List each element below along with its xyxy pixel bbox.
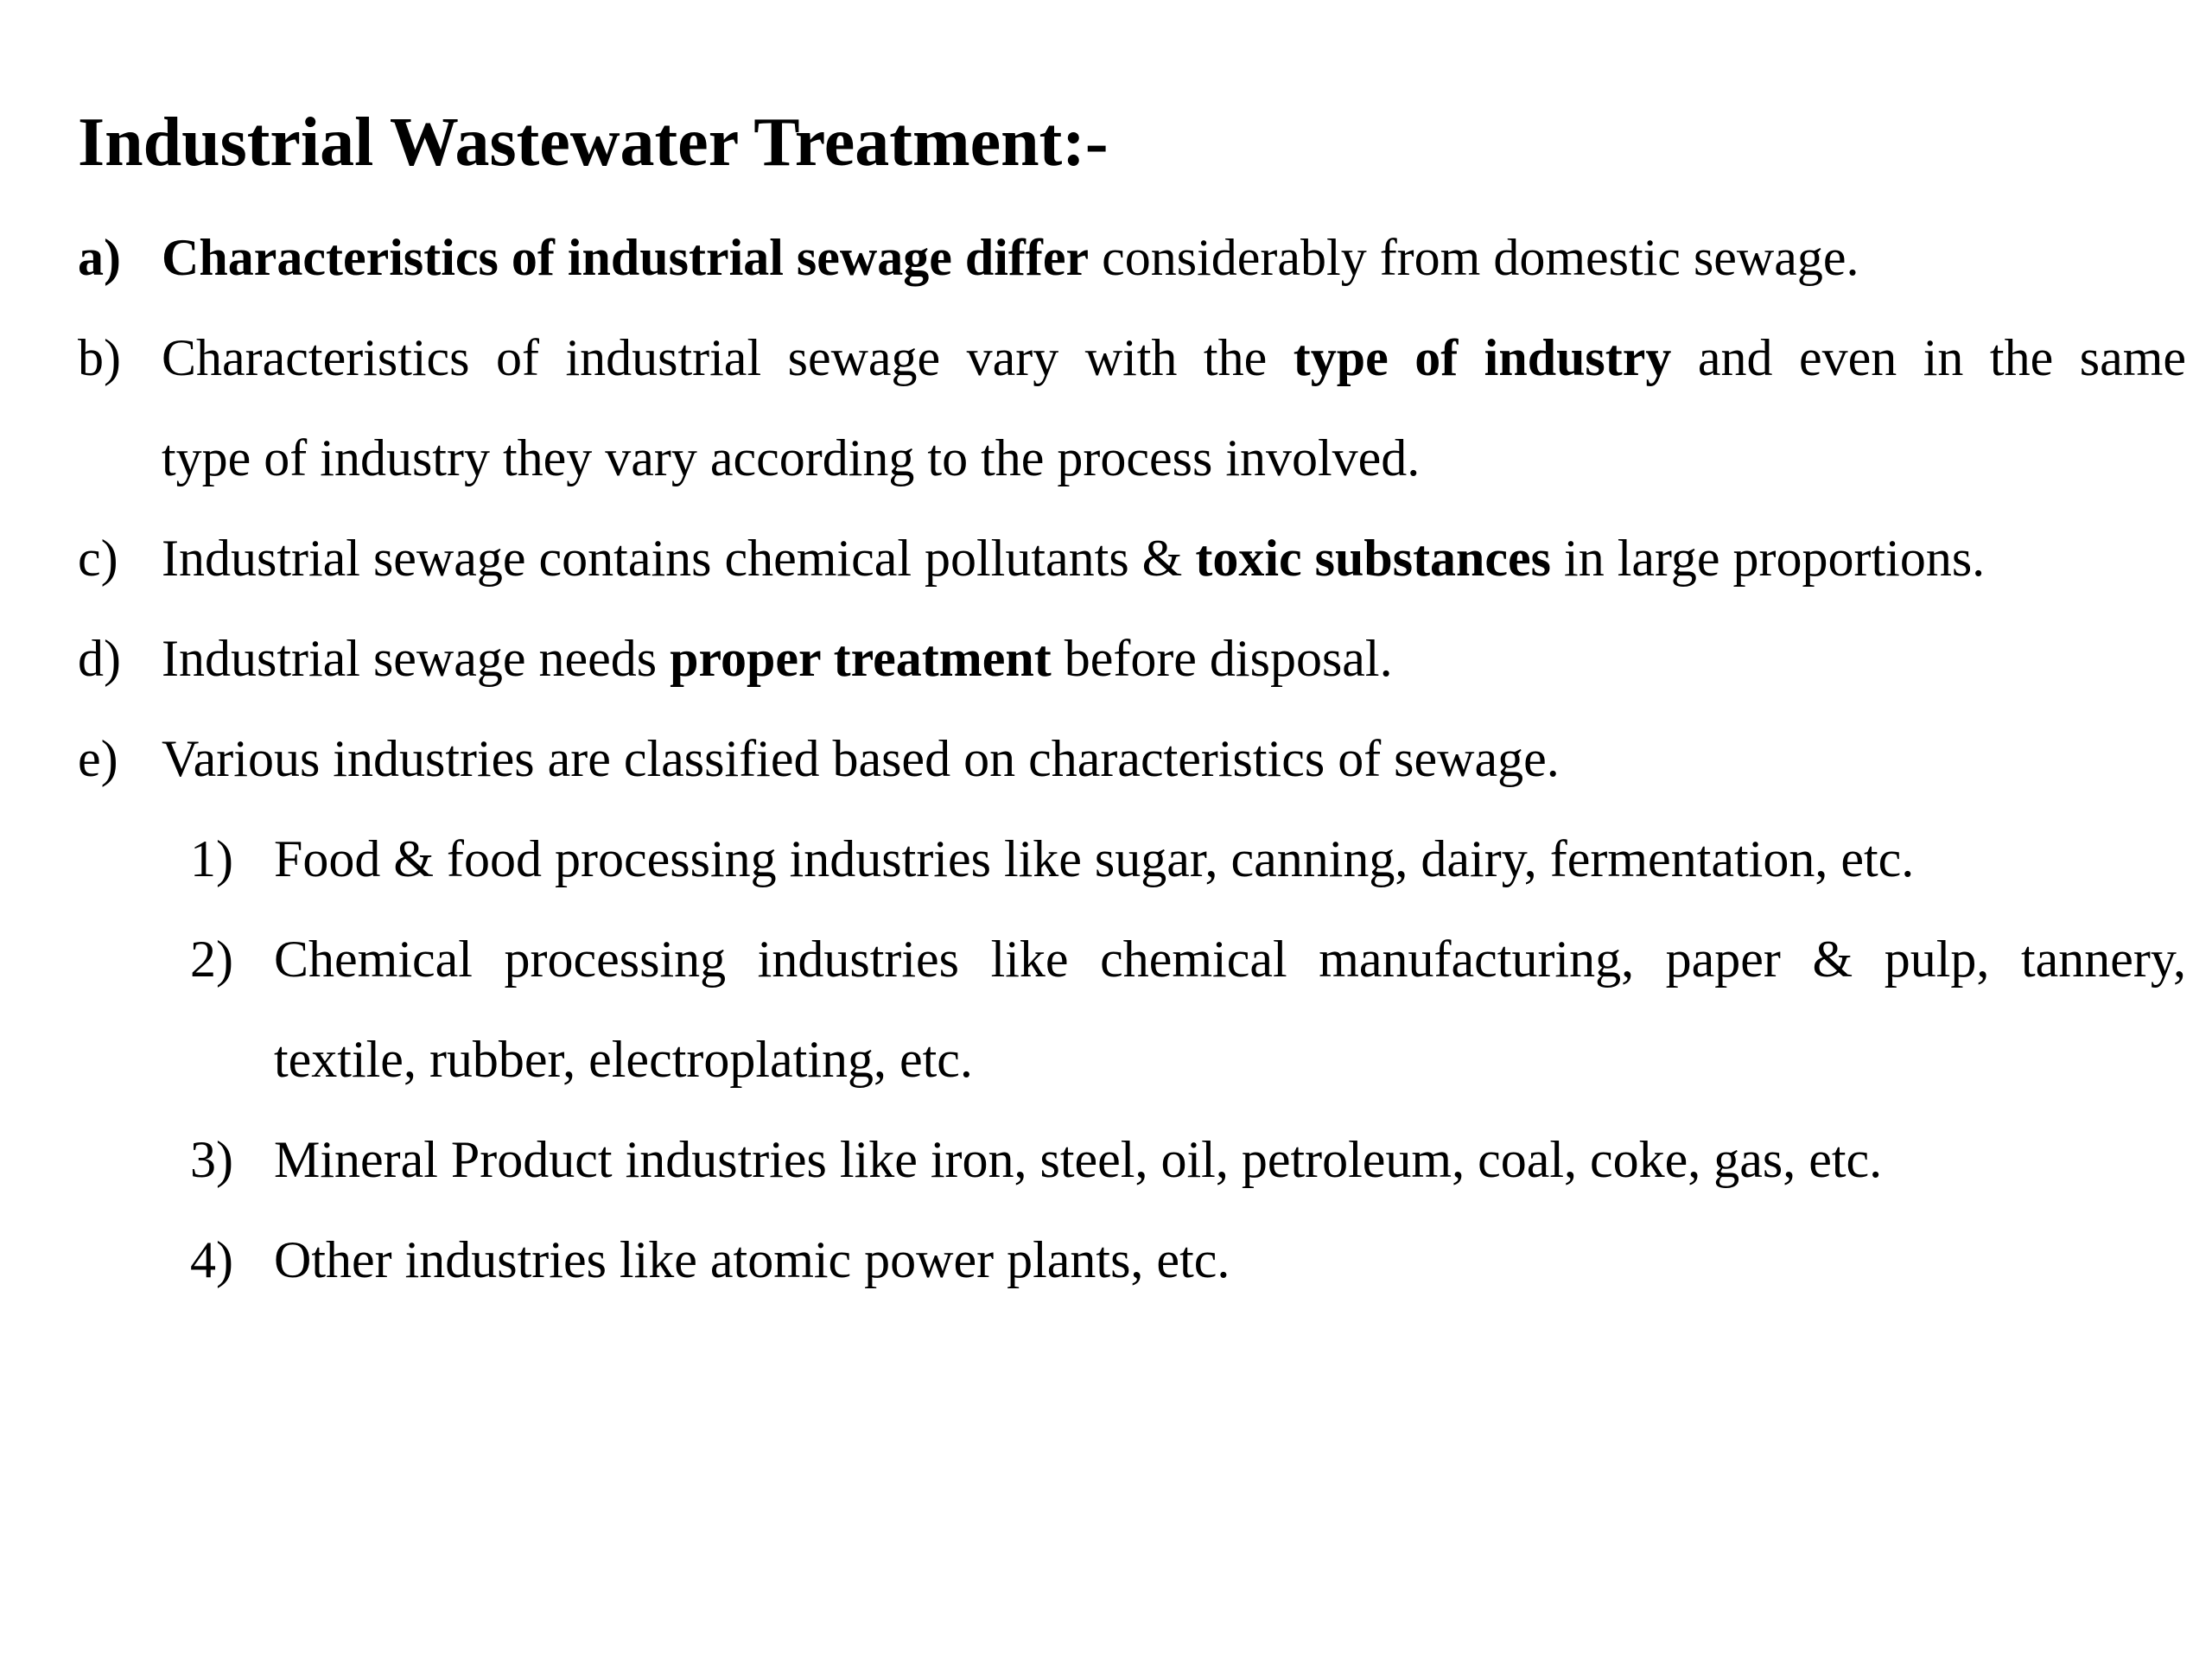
list-item-text — [162, 709, 1560, 809]
text-line — [162, 308, 2186, 408]
list-item-d — [78, 608, 2186, 709]
text-run: Industrial sewage contains chemical pollutants & — [162, 530, 1196, 587]
sublist-marker: 1) — [190, 830, 233, 887]
sublist-marker: 4) — [190, 1231, 233, 1288]
text-run: before disposal. — [1051, 630, 1393, 687]
list-item-e — [78, 709, 2186, 809]
list-item-a — [78, 207, 2186, 308]
bold-run: toxic substances — [1195, 530, 1552, 587]
text-line: textile, rubber, electroplating, etc. — [274, 1031, 973, 1088]
list-item-text — [162, 308, 2186, 508]
sublist-marker: 3) — [190, 1131, 233, 1188]
text-run: Industrial sewage needs — [162, 630, 671, 687]
list-marker: d) — [78, 630, 121, 687]
list-item-c — [78, 508, 2186, 608]
sublist-item-1 — [190, 809, 2186, 909]
bold-run: Characteristics of industrial sewage differ — [162, 229, 1090, 286]
slide-title: Industrial Wastewater Treatment:- — [78, 105, 1109, 181]
list-marker: e) — [78, 730, 118, 787]
text-line — [162, 408, 2186, 508]
list-item-text — [162, 207, 1859, 308]
list-item-text — [162, 508, 1985, 608]
list-marker: b) — [78, 329, 121, 386]
list-marker: a) — [78, 229, 121, 286]
sublist-item-3 — [190, 1109, 2186, 1210]
text-run: considerably from domestic sewage. — [1089, 229, 1859, 286]
list-item-text — [162, 608, 1393, 709]
list-marker: c) — [78, 530, 118, 587]
list-item-b — [78, 308, 2186, 508]
text-run: in large proportions. — [1551, 530, 1986, 587]
sublist-item-4 — [190, 1210, 2186, 1310]
sublist-item-2 — [190, 909, 2186, 1109]
sublist-item-text — [274, 909, 2186, 1109]
text-run: Various industries are classified based on characteristics of sewage. — [162, 730, 1560, 787]
text-run: and even in the same — [1671, 329, 2186, 386]
sublist-item-text: Mineral Product industries like iron, steel, oil, petroleum, coal, coke, gas, etc. — [274, 1131, 1883, 1188]
sublist-marker: 2) — [190, 931, 233, 988]
bold-run: type of industry — [1293, 329, 1672, 386]
text-line: Chemical processing industries like chemical manufacturing, paper & pulp, tannery, — [274, 931, 2186, 988]
sublist-item-text: Other industries like atomic power plants, etc. — [274, 1231, 1230, 1288]
text-run: type of industry they vary according to the process involved. — [162, 429, 1421, 486]
bold-run: proper treatment — [670, 630, 1052, 687]
text-run: Characteristics of industrial sewage vary with the — [162, 329, 1294, 386]
sublist-item-text: Food & food processing industries like sugar, canning, dairy, fermentation, etc. — [274, 830, 1915, 887]
